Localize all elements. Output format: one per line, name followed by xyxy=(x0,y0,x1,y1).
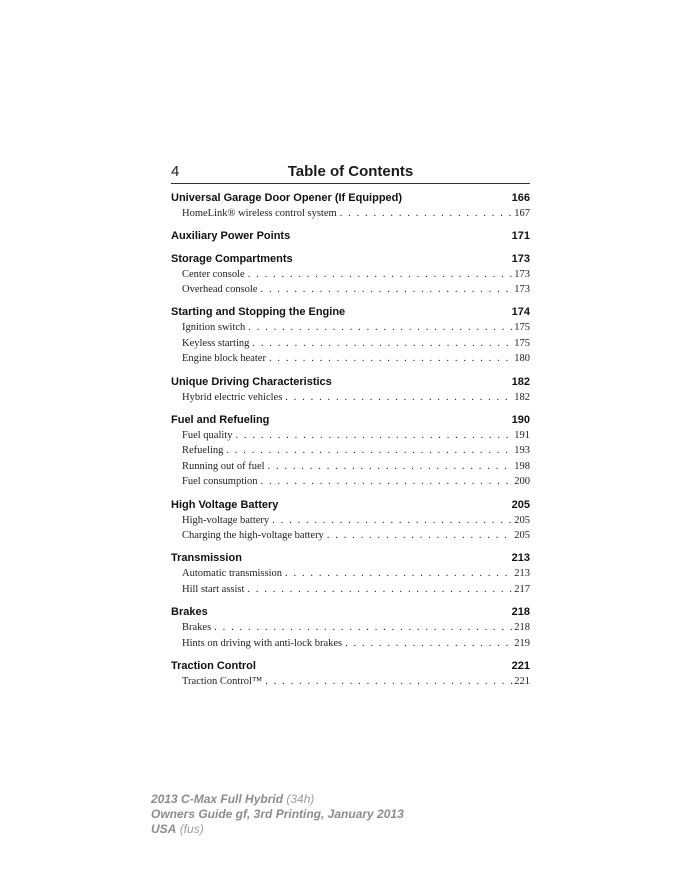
toc-entry[interactable] xyxy=(171,582,530,598)
toc-entry[interactable] xyxy=(171,443,530,459)
dot-leader xyxy=(235,428,513,444)
section-title: Starting and Stopping the Engine xyxy=(171,306,346,319)
entry-page: 191 xyxy=(514,429,530,441)
page-title: Table of Contents xyxy=(287,163,414,180)
dot-leader xyxy=(261,282,514,298)
section-page: 218 xyxy=(511,605,530,618)
entry-page: 182 xyxy=(514,391,530,403)
toc-entry[interactable] xyxy=(171,636,530,652)
entry-page: 175 xyxy=(514,322,530,334)
toc-section-heading[interactable] xyxy=(171,604,530,620)
dot-leader xyxy=(252,336,513,352)
entry-label: Overhead console xyxy=(182,284,258,296)
dot-leader xyxy=(265,674,513,690)
footer-market: USA xyxy=(151,822,177,836)
entry-label: Hill start assist xyxy=(182,583,245,595)
section-page: 205 xyxy=(511,498,530,511)
section-page: 166 xyxy=(511,192,530,204)
toc-entry[interactable] xyxy=(171,320,530,336)
entry-page: 219 xyxy=(514,637,530,649)
section-title: Traction Control xyxy=(171,659,256,672)
toc-section xyxy=(171,497,530,544)
entry-label: Automatic transmission xyxy=(182,568,283,580)
dot-leader xyxy=(214,620,513,636)
entry-page: 180 xyxy=(514,353,530,365)
entry-label: Running out of fuel xyxy=(182,460,265,472)
toc-section xyxy=(171,374,530,406)
entry-label: Hints on driving with anti-lock brakes xyxy=(182,637,343,649)
entry-page: 173 xyxy=(514,268,530,280)
section-title: Transmission xyxy=(171,552,242,565)
entry-label: Charging the high-voltage battery xyxy=(182,530,324,542)
toc-section-heading[interactable] xyxy=(171,550,530,566)
section-title: Unique Driving Characteristics xyxy=(171,375,332,388)
toc-section-heading[interactable] xyxy=(171,658,530,674)
entry-page: 200 xyxy=(514,476,530,488)
footer-model: 2013 C-Max Full Hybrid xyxy=(151,792,284,806)
toc-section-heading[interactable] xyxy=(171,228,530,244)
section-page: 190 xyxy=(511,413,530,426)
toc-section-heading[interactable] xyxy=(171,304,530,320)
dot-leader xyxy=(285,390,513,406)
toc-section xyxy=(171,412,530,490)
dot-leader xyxy=(285,566,513,582)
toc-entry[interactable] xyxy=(171,267,530,283)
dot-leader xyxy=(248,320,513,336)
entry-label: High-voltage battery xyxy=(182,514,270,526)
page-header xyxy=(171,163,530,184)
dot-leader xyxy=(269,351,513,367)
dot-leader xyxy=(248,267,514,283)
entry-label: Engine block heater xyxy=(182,353,266,365)
dot-leader xyxy=(247,582,513,598)
toc-entry[interactable] xyxy=(171,566,530,582)
entry-label: Brakes xyxy=(182,621,212,633)
toc-entry[interactable] xyxy=(171,428,530,444)
footer-market-code: (fus) xyxy=(179,822,204,836)
entry-label: Refueling xyxy=(182,445,224,457)
section-title: Fuel and Refueling xyxy=(171,413,270,426)
footer xyxy=(151,792,404,837)
entry-page: 213 xyxy=(514,568,530,580)
toc-entry[interactable] xyxy=(171,459,530,475)
toc-section-heading[interactable] xyxy=(171,251,530,267)
toc-section-heading[interactable] xyxy=(171,412,530,428)
entry-page: 218 xyxy=(514,621,530,633)
toc-section xyxy=(171,190,530,222)
footer-line-market xyxy=(151,822,404,837)
toc-section xyxy=(171,658,530,690)
entry-page: 193 xyxy=(514,445,530,457)
dot-leader xyxy=(345,636,513,652)
toc-section xyxy=(171,604,530,651)
entry-label: Center console xyxy=(182,268,245,280)
section-title: Brakes xyxy=(171,605,208,618)
dot-leader xyxy=(340,206,514,222)
dot-leader xyxy=(261,474,514,490)
entry-page: 217 xyxy=(514,583,530,595)
dot-leader xyxy=(272,513,513,529)
dot-leader xyxy=(327,528,513,544)
toc-entry[interactable] xyxy=(171,674,530,690)
toc-entry[interactable] xyxy=(171,206,530,222)
toc-section-heading[interactable] xyxy=(171,374,530,390)
section-title: Storage Compartments xyxy=(171,252,293,265)
section-title: Auxiliary Power Points xyxy=(171,230,291,243)
entry-label: Hybrid electric vehicles xyxy=(182,391,283,403)
page-number: 4 xyxy=(171,163,180,180)
toc-entry[interactable] xyxy=(171,528,530,544)
entry-label: Ignition switch xyxy=(182,322,246,334)
entry-page: 173 xyxy=(514,284,530,296)
entry-page: 175 xyxy=(514,337,530,349)
toc-section-heading[interactable] xyxy=(171,190,530,206)
toc-entry[interactable] xyxy=(171,513,530,529)
footer-line-guide xyxy=(151,807,404,822)
section-title: High Voltage Battery xyxy=(171,498,279,511)
footer-line-model xyxy=(151,792,404,807)
toc-section xyxy=(171,304,530,367)
toc-entry[interactable] xyxy=(171,351,530,367)
toc-entry[interactable] xyxy=(171,282,530,298)
section-title: Universal Garage Door Opener (If Equipped) xyxy=(171,192,403,204)
section-page: 221 xyxy=(511,659,530,672)
entry-page: 205 xyxy=(514,514,530,526)
entry-label: HomeLink® wireless control system xyxy=(182,208,337,219)
toc-section xyxy=(171,251,530,298)
toc-entry[interactable] xyxy=(171,336,530,352)
entry-label: Fuel consumption xyxy=(182,476,258,488)
entry-page: 221 xyxy=(514,675,530,687)
section-page: 171 xyxy=(511,230,530,243)
section-page: 173 xyxy=(511,252,530,265)
entry-page: 198 xyxy=(514,460,530,472)
entry-page: 167 xyxy=(514,208,530,219)
toc-section-heading[interactable] xyxy=(171,497,530,513)
table-of-contents xyxy=(171,190,530,696)
footer-model-code: (34h) xyxy=(286,792,315,806)
toc-entry[interactable] xyxy=(171,474,530,490)
section-page: 213 xyxy=(511,552,530,565)
section-page: 182 xyxy=(511,375,530,388)
dot-leader xyxy=(268,459,514,475)
dot-leader xyxy=(226,443,513,459)
entry-label: Fuel quality xyxy=(182,429,233,441)
toc-section xyxy=(171,228,530,244)
footer-guide: Owners Guide gf, 3rd Printing, January 2013 xyxy=(151,807,404,821)
toc-entry[interactable] xyxy=(171,390,530,406)
entry-label: Traction Control™ xyxy=(182,675,263,687)
toc-entry[interactable] xyxy=(171,620,530,636)
toc-section xyxy=(171,550,530,597)
entry-page: 205 xyxy=(514,530,530,542)
section-page: 174 xyxy=(511,306,530,319)
entry-label: Keyless starting xyxy=(182,337,250,349)
